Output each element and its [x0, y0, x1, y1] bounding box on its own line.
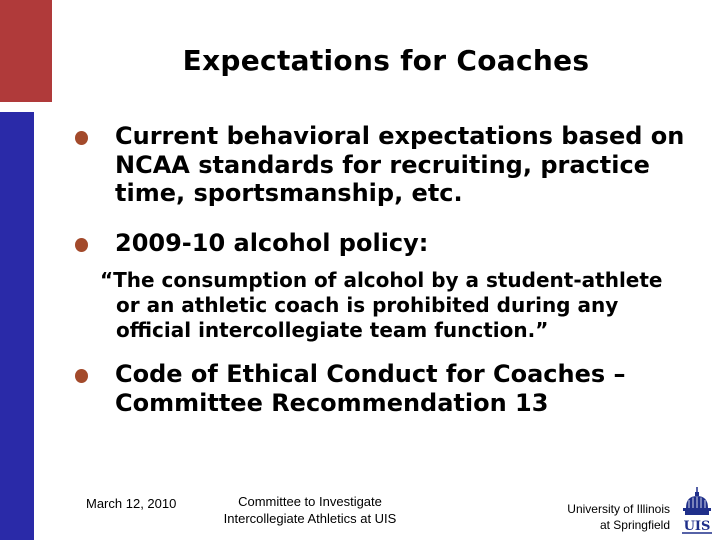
footer-university-line-1: University of Illinois	[567, 502, 670, 516]
accent-bar-left	[0, 112, 34, 540]
bullet-dot-icon	[75, 131, 88, 145]
uis-logo-icon	[678, 486, 716, 536]
policy-quote-line-1: “The consumption of alcohol by a student-athlete	[100, 268, 663, 292]
footer-university	[530, 502, 670, 534]
accent-bar-top	[0, 0, 52, 102]
footer-university-line-2: at Springfield	[599, 517, 670, 532]
footer-committee-line-1: Committee to Investigate	[238, 494, 382, 509]
bullet-dot-icon	[75, 369, 88, 383]
svg-text:UIS: UIS	[683, 519, 711, 534]
footer-committee	[205, 494, 415, 528]
policy-quote-line-2: or an athletic coach is prohibited during any official intercollegiate team function.”	[116, 292, 619, 342]
bullet-text: 2009-10 alcohol policy:	[115, 229, 429, 257]
bullet-item-2	[86, 229, 706, 258]
policy-quote	[100, 268, 700, 342]
bullet-dot-icon	[75, 238, 88, 252]
footer-date: March 12, 2010	[86, 496, 177, 511]
slide-title: Expectations for Coaches	[182, 44, 590, 77]
bullet-item-3	[86, 360, 706, 417]
footer-committee-line-2: Intercollegiate Athletics at UIS	[223, 510, 397, 526]
bullet-text: Code of Ethical Conduct for Coaches – Committee Recommendation 13	[115, 360, 626, 417]
bullet-text: Current behavioral expectations based on NCAA standards for recruiting, practice time, sportsmanship, etc.	[115, 122, 685, 208]
bullet-item-1	[86, 122, 706, 208]
